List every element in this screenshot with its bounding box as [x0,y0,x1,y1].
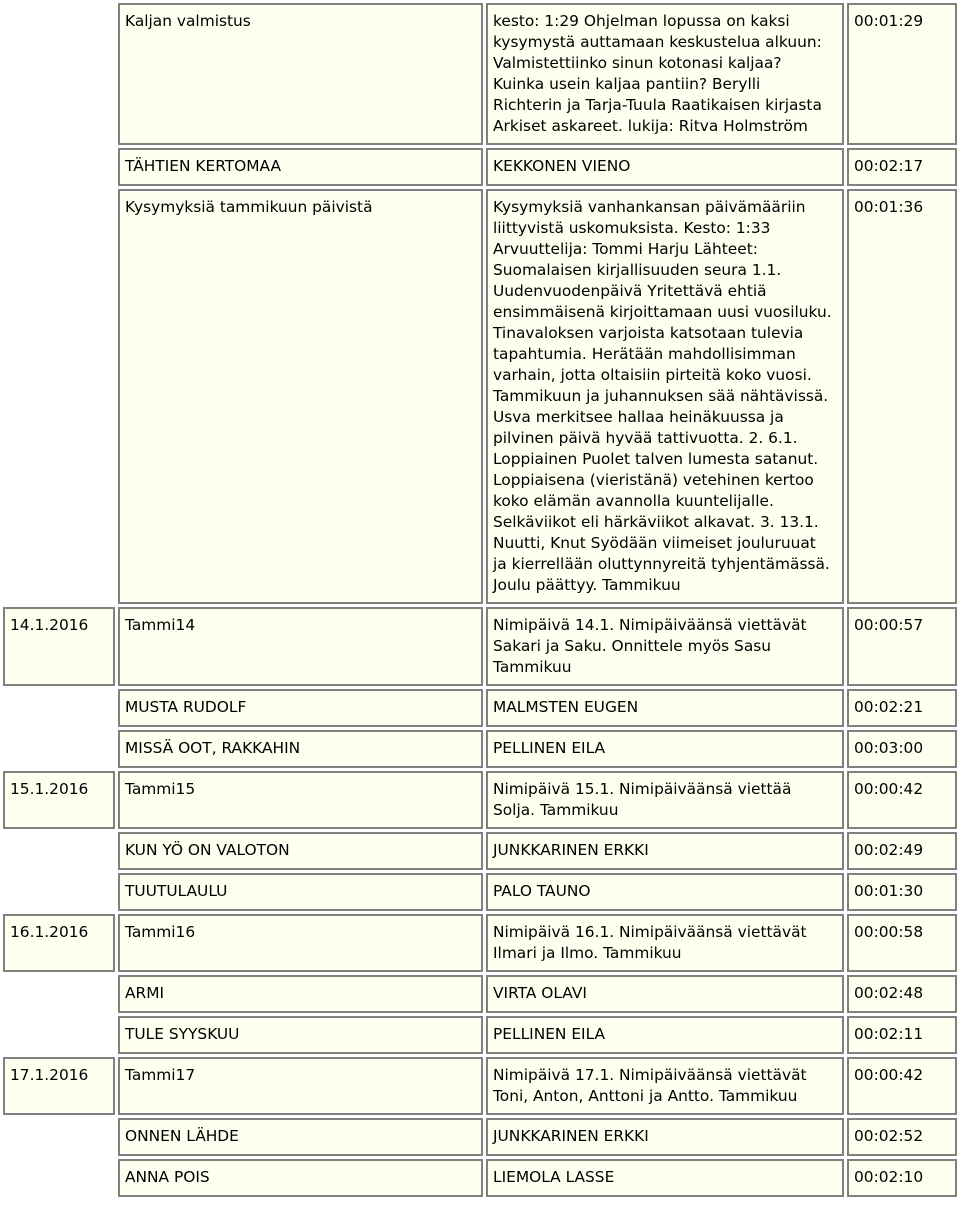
date-cell [3,148,115,186]
table-row [3,975,957,1013]
program-title-cell: Tammi17 [118,1057,483,1115]
duration-cell: 00:03:00 [847,730,957,768]
date-cell [3,730,115,768]
table-row [3,832,957,870]
program-title-cell: MUSTA RUDOLF [118,689,483,727]
program-title-cell: ANNA POIS [118,1159,483,1197]
date-cell: 14.1.2016 [3,607,115,686]
program-description-cell: PALO TAUNO [486,873,844,911]
program-description-cell: PELLINEN EILA [486,1016,844,1054]
table-row [3,607,957,686]
program-title-cell: TÄHTIEN KERTOMAA [118,148,483,186]
duration-cell: 00:01:30 [847,873,957,911]
program-title-cell: Tammi15 [118,771,483,829]
program-title-cell: Kaljan valmistus [118,3,483,145]
program-description-cell: Nimipäivä 14.1. Nimipäiväänsä viettävät Sakari ja Saku. Onnittele myös Sasu Tammikuu [486,607,844,686]
table-row [3,148,957,186]
duration-cell: 00:02:48 [847,975,957,1013]
table-row [3,730,957,768]
program-description-cell: JUNKKARINEN ERKKI [486,832,844,870]
program-title-cell: KUN YÖ ON VALOTON [118,832,483,870]
duration-cell: 00:02:11 [847,1016,957,1054]
program-description-cell: KEKKONEN VIENO [486,148,844,186]
program-description-cell: kesto: 1:29 Ohjelman lopussa on kaksi kysymystä auttamaan keskustelua alkuun: Valmistettiinko sinun kotonasi kaljaa? Kuinka usein kaljaa pantiin? Berylli Richterin ja Tarja-Tuula Raatikaisen kirjasta Arkiset askareet. lukija: Ritva Holmström [486,3,844,145]
date-cell [3,3,115,145]
date-cell: 15.1.2016 [3,771,115,829]
duration-cell: 00:02:10 [847,1159,957,1197]
program-description-cell: Nimipäivä 17.1. Nimipäiväänsä viettävät Toni, Anton, Anttoni ja Antto. Tammikuu [486,1057,844,1115]
duration-cell: 00:00:57 [847,607,957,686]
program-title-cell: Tammi14 [118,607,483,686]
program-title-cell: Tammi16 [118,914,483,972]
program-description-cell: Nimipäivä 16.1. Nimipäiväänsä viettävät Ilmari ja Ilmo. Tammikuu [486,914,844,972]
duration-cell: 00:00:42 [847,771,957,829]
table-row [3,1118,957,1156]
table-row [3,914,957,972]
program-description-cell: Nimipäivä 15.1. Nimipäiväänsä viettää Solja. Tammikuu [486,771,844,829]
program-description-cell: Kysymyksiä vanhankansan päivämääriin liittyvistä uskomuksista. Kesto: 1:33 Arvuuttelija: Tommi Harju Lähteet: Suomalaisen kirjallisuuden seura 1.1. Uudenvuodenpäivä Yritettävä ehtiä ensimmäisenä kirjoittamaan uusi vuosiluku. Tinavaloksen varjoista katsotaan tulevia tapahtumia. Herätään mahdollisimman varhain, jotta oltaisiin pirteitä koko vuosi. Tammikuun ja juhannuksen sää nähtävissä. Usva merkitsee hallaa heinäkuussa ja pilvinen päivä hyvää tattivuotta. 2. 6.1. Loppiainen Puolet talven lumesta satanut. Loppiaisena (vieristänä) vetehinen kertoo koko elämän avannolla kuuntelijalle. Selkäviikot eli härkäviikot alkavat. 3. 13.1. Nuutti, Knut Syödään viimeiset jouluruuat ja kierrellään oluttynnyreitä tyhjentämässä. Joulu päättyy. Tammikuu [486,189,844,604]
table-row [3,771,957,829]
duration-cell: 00:01:36 [847,189,957,604]
duration-cell: 00:01:29 [847,3,957,145]
duration-cell: 00:00:42 [847,1057,957,1115]
date-cell: 17.1.2016 [3,1057,115,1115]
date-cell [3,832,115,870]
table-row [3,873,957,911]
date-cell [3,189,115,604]
table-row [3,189,957,604]
date-cell [3,689,115,727]
table-row [3,3,957,145]
table-row [3,1159,957,1197]
program-title-cell: TUUTULAULU [118,873,483,911]
program-description-cell: LIEMOLA LASSE [486,1159,844,1197]
program-title-cell: Kysymyksiä tammikuun päivistä [118,189,483,604]
program-description-cell: MALMSTEN EUGEN [486,689,844,727]
program-title-cell: ONNEN LÄHDE [118,1118,483,1156]
duration-cell: 00:00:58 [847,914,957,972]
date-cell [3,1159,115,1197]
table-row [3,1057,957,1115]
duration-cell: 00:02:17 [847,148,957,186]
duration-cell: 00:02:52 [847,1118,957,1156]
duration-cell: 00:02:49 [847,832,957,870]
date-cell [3,1016,115,1054]
date-cell [3,1118,115,1156]
program-description-cell: VIRTA OLAVI [486,975,844,1013]
date-cell: 16.1.2016 [3,914,115,972]
program-title-cell: TULE SYYSKUU [118,1016,483,1054]
program-title-cell: ARMI [118,975,483,1013]
program-title-cell: MISSÄ OOT, RAKKAHIN [118,730,483,768]
program-description-cell: JUNKKARINEN ERKKI [486,1118,844,1156]
duration-cell: 00:02:21 [847,689,957,727]
date-cell [3,873,115,911]
date-cell [3,975,115,1013]
program-description-cell: PELLINEN EILA [486,730,844,768]
table-row [3,1016,957,1054]
table-row [3,689,957,727]
